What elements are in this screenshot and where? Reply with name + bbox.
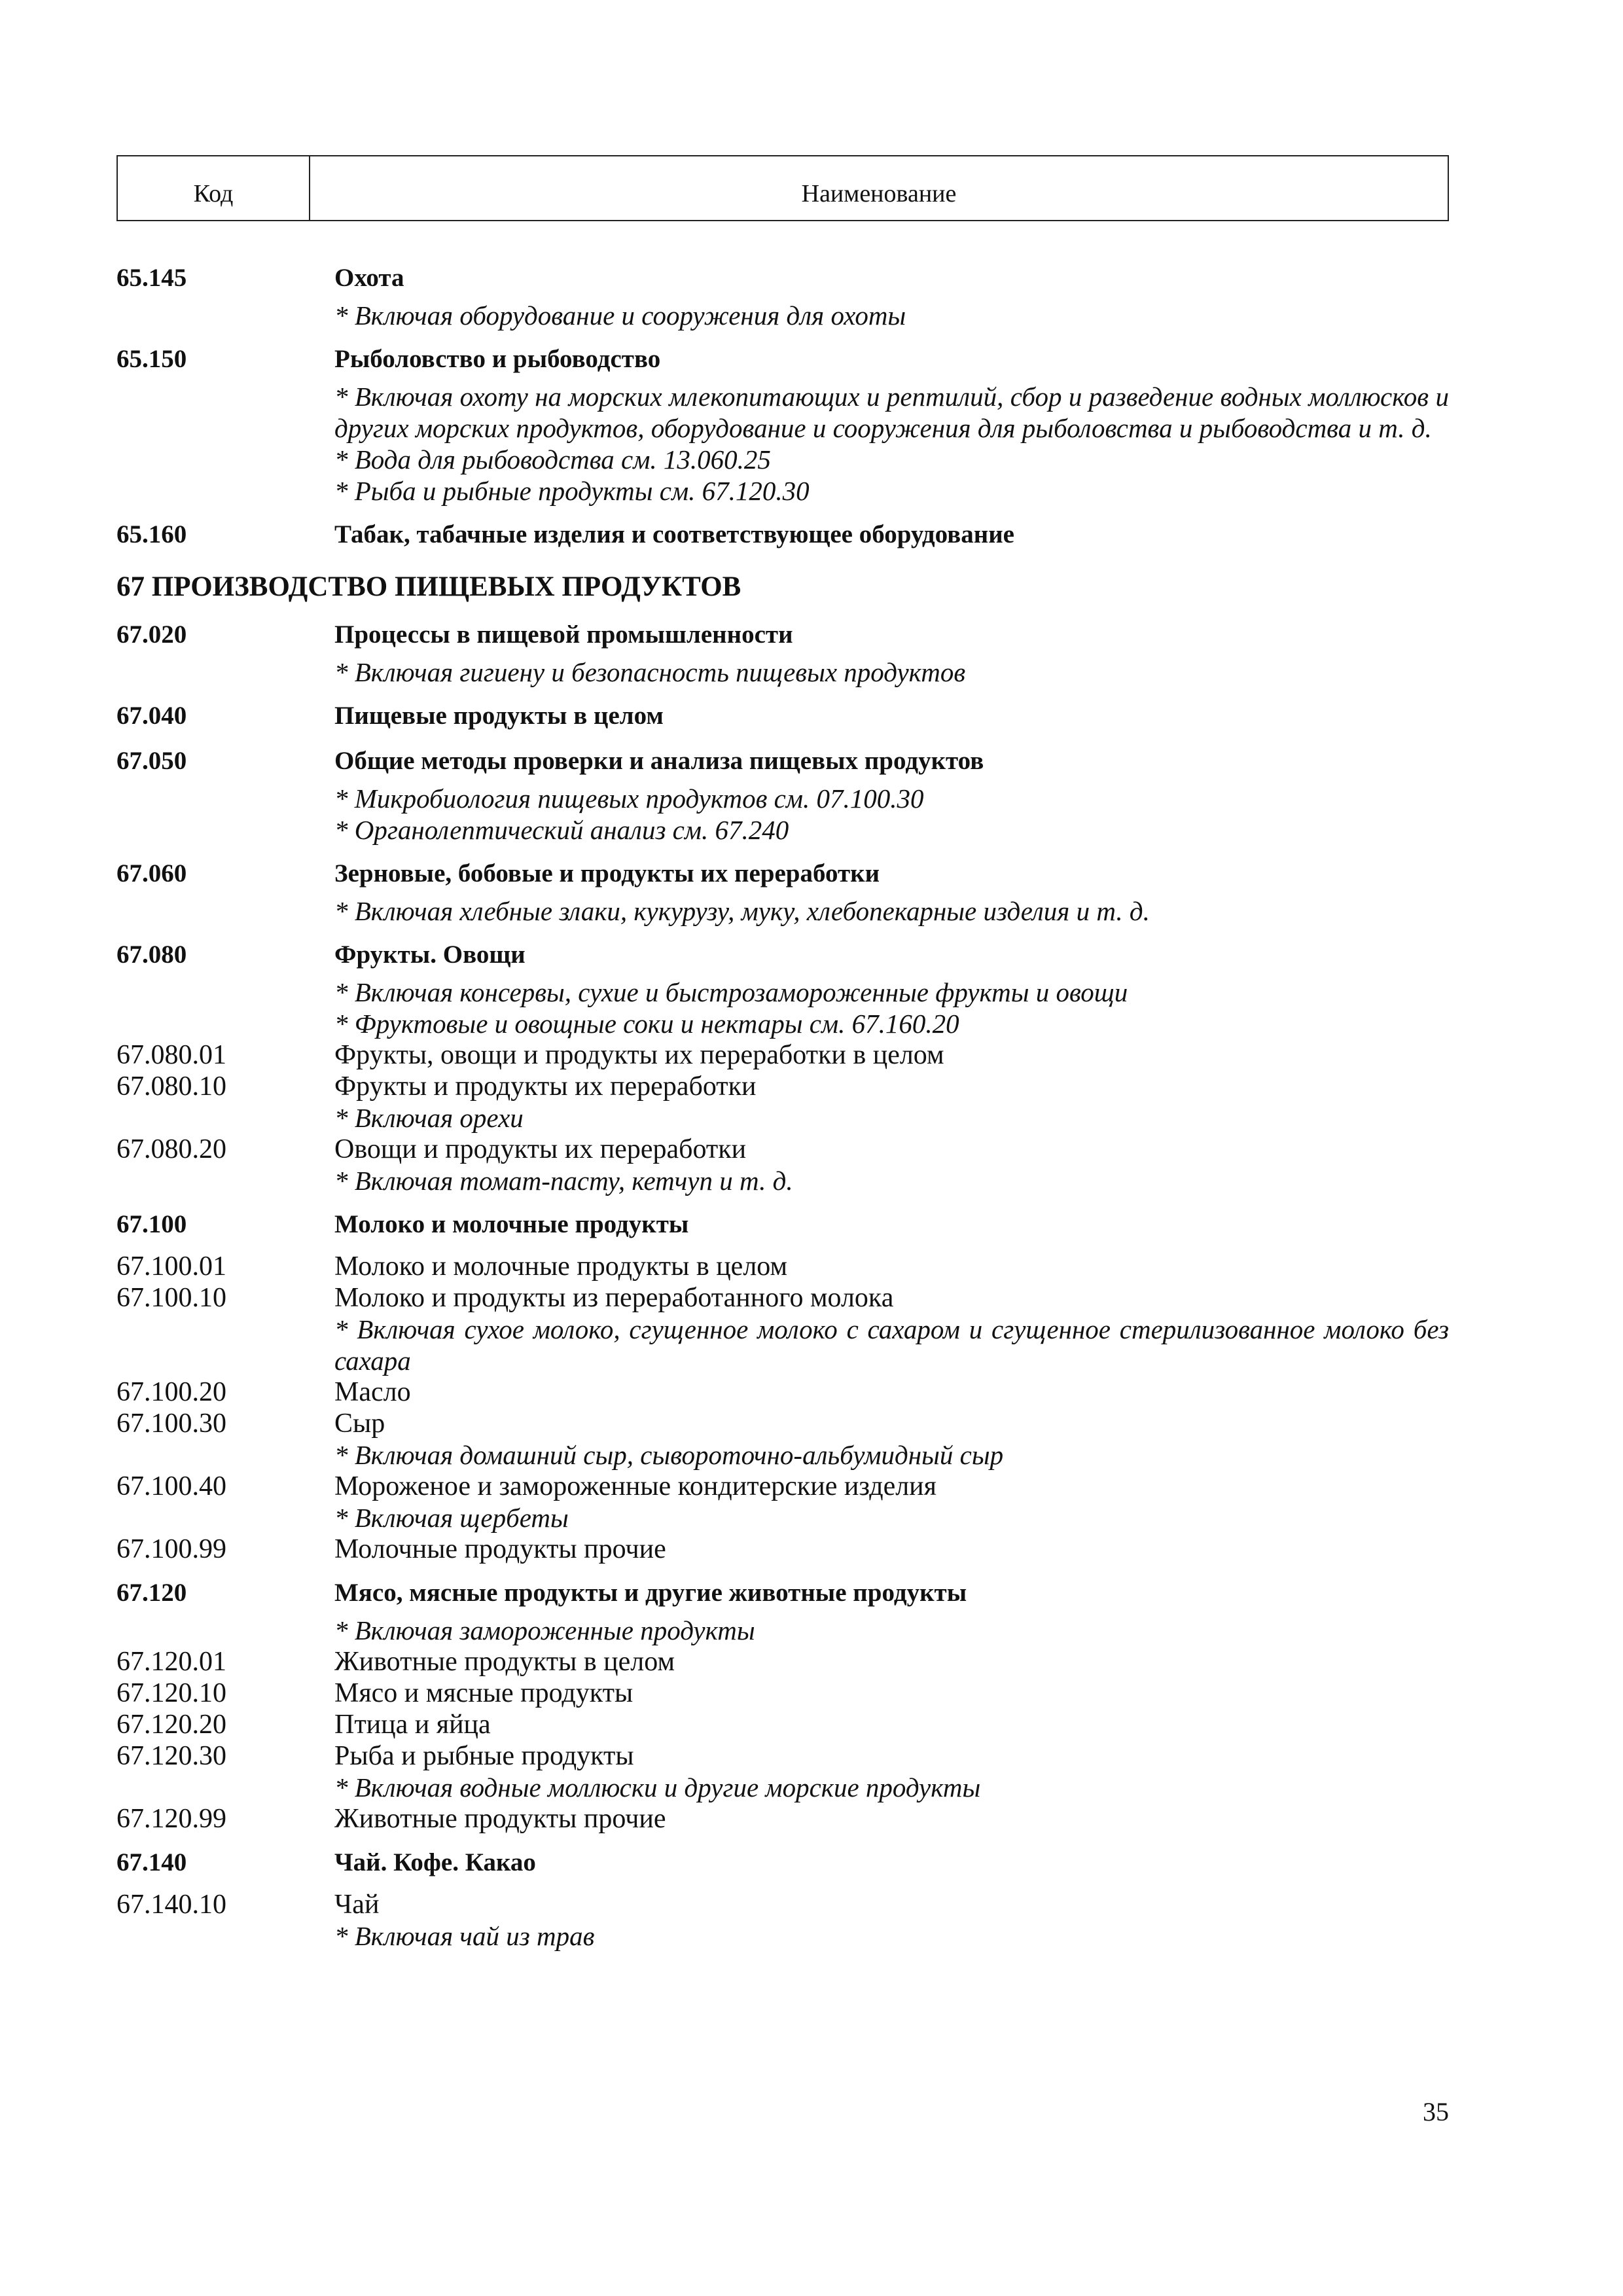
note-row	[116, 895, 1449, 927]
code-cell: 67.100.20	[116, 1377, 226, 1407]
code-cell	[116, 895, 334, 927]
group-heading-row	[116, 857, 1449, 891]
code-cell	[116, 381, 334, 444]
note-row	[116, 444, 1449, 475]
code-cell: 67.100.99	[116, 1534, 226, 1564]
note-text: * Включая консервы, сухие и быстрозамороженные фрукты и овощи	[334, 977, 1128, 1007]
subgroup-row	[116, 1646, 1449, 1677]
note-row	[116, 1165, 1449, 1196]
code-cell	[116, 1008, 334, 1039]
note-text: * Вода для рыбоводства см. 13.060.25	[334, 444, 771, 475]
note-row	[116, 1615, 1449, 1646]
name-cell: Мясо и мясные продукты	[334, 1678, 633, 1708]
name-cell: Общие методы проверки и анализа пищевых продуктов	[334, 747, 984, 775]
name-cell: Молоко и молочные продукты в целом	[334, 1251, 788, 1282]
page-number: 35	[1423, 2097, 1449, 2126]
note-row	[116, 1008, 1449, 1039]
code-cell	[116, 814, 334, 846]
name-cell: Сыр	[334, 1408, 385, 1439]
code-cell: 67.100.10	[116, 1283, 226, 1313]
name-cell: Охота	[334, 264, 404, 292]
name-cell: Фрукты и продукты их переработки	[334, 1071, 757, 1102]
name-cell: Мороженое и замороженные кондитерские изделия	[334, 1471, 936, 1501]
code-cell	[116, 1102, 334, 1134]
subgroup-row	[116, 1471, 1449, 1502]
code-cell: 67.100.01	[116, 1251, 226, 1282]
code-cell	[116, 444, 334, 475]
subgroup-row	[116, 1071, 1449, 1102]
note-row	[116, 300, 1449, 331]
note-text: * Включая орехи	[334, 1103, 524, 1133]
name-cell: Чай	[334, 1890, 380, 1920]
code-cell: 67.140	[116, 1848, 187, 1876]
header-code-label: Код	[118, 156, 310, 220]
code-cell	[116, 300, 334, 331]
subgroup-row	[116, 1803, 1449, 1835]
name-cell: Пищевые продукты в целом	[334, 702, 664, 730]
name-cell: Масло	[334, 1377, 411, 1407]
name-cell: Животные продукты прочие	[334, 1804, 666, 1834]
note-text: * Органолептический анализ см. 67.240	[334, 815, 789, 845]
name-cell: Молоко и продукты из переработанного молока	[334, 1283, 894, 1313]
note-row	[116, 1314, 1449, 1376]
subgroup-row	[116, 1039, 1449, 1071]
note-text: * Включая хлебные злаки, кукурузу, муку, хлебопекарные изделия и т. д.	[334, 896, 1150, 926]
note-row	[116, 1920, 1449, 1952]
name-cell: Фрукты. Овощи	[334, 941, 526, 969]
group-heading-row	[116, 618, 1449, 652]
code-cell: 67.100	[116, 1210, 187, 1238]
note-row	[116, 814, 1449, 846]
section-heading: 67 ПРОИЗВОДСТВО ПИЩЕВЫХ ПРОДУКТОВ	[116, 571, 741, 602]
code-cell	[116, 475, 334, 507]
code-cell: 67.080.20	[116, 1134, 226, 1164]
code-cell: 67.120	[116, 1579, 187, 1607]
name-cell: Табак, табачные изделия и соответствующее оборудование	[334, 520, 1014, 548]
note-text: * Включая оборудование и сооружения для охоты	[334, 300, 906, 331]
code-cell: 67.120.20	[116, 1710, 226, 1740]
code-cell: 65.160	[116, 520, 187, 548]
code-cell: 67.120.01	[116, 1647, 226, 1677]
code-cell: 67.120.30	[116, 1741, 226, 1771]
note-row	[116, 977, 1449, 1008]
subgroup-row	[116, 1677, 1449, 1709]
note-text: * Включая щербеты	[334, 1503, 569, 1533]
code-cell	[116, 656, 334, 688]
group-heading-row	[116, 699, 1449, 733]
group-heading-row	[116, 342, 1449, 376]
note-text: * Включая замороженные продукты	[334, 1615, 755, 1645]
classification-list	[116, 250, 1449, 1952]
code-cell: 65.150	[116, 345, 187, 373]
note-text: * Микробиология пищевых продуктов см. 07.100.30	[334, 783, 924, 814]
code-cell	[116, 1502, 334, 1534]
code-cell: 67.080	[116, 941, 187, 969]
name-cell: Рыболовство и рыбоводство	[334, 345, 661, 373]
name-cell: Фрукты, овощи и продукты их переработки в целом	[334, 1040, 944, 1070]
code-cell	[116, 1772, 334, 1803]
code-cell	[116, 1314, 334, 1376]
name-cell: Процессы в пищевой промышленности	[334, 620, 793, 649]
subgroup-row	[116, 1376, 1449, 1408]
subgroup-row	[116, 1408, 1449, 1439]
note-text: * Включая сухое молоко, сгущенное молоко с сахаром и сгущенное стерилизованное молоко без сахара	[334, 1314, 1449, 1376]
code-cell	[116, 1615, 334, 1646]
code-cell: 67.100.40	[116, 1471, 226, 1501]
name-cell: Чай. Кофе. Какао	[334, 1848, 536, 1876]
note-row	[116, 475, 1449, 507]
code-cell	[116, 1920, 334, 1952]
note-row	[116, 1772, 1449, 1803]
code-cell: 67.020	[116, 620, 187, 649]
subgroup-row	[116, 1889, 1449, 1920]
note-row	[116, 1439, 1449, 1471]
note-text: * Рыба и рыбные продукты см. 67.120.30	[334, 476, 810, 506]
name-cell: Животные продукты в целом	[334, 1647, 675, 1677]
note-text: * Фруктовые и овощные соки и нектары см. 67.160.20	[334, 1009, 959, 1039]
note-row	[116, 656, 1449, 688]
code-cell	[116, 783, 334, 814]
code-cell: 67.140.10	[116, 1890, 226, 1920]
subgroup-row	[116, 1740, 1449, 1772]
note-text: * Включая чай из трав	[334, 1921, 595, 1951]
code-cell	[116, 1439, 334, 1471]
name-cell: Молоко и молочные продукты	[334, 1210, 689, 1238]
note-row	[116, 1102, 1449, 1134]
group-heading-row	[116, 261, 1449, 295]
code-cell: 67.120.99	[116, 1804, 226, 1834]
note-row	[116, 381, 1449, 444]
code-cell: 65.145	[116, 264, 187, 292]
table-header	[116, 155, 1449, 221]
code-cell: 67.050	[116, 747, 187, 775]
name-cell: Овощи и продукты их переработки	[334, 1134, 747, 1164]
code-cell: 67.060	[116, 859, 187, 888]
name-cell: Мясо, мясные продукты и другие животные продукты	[334, 1579, 967, 1607]
name-cell: Птица и яйца	[334, 1710, 491, 1740]
group-heading-row	[116, 1208, 1449, 1242]
note-text: * Включая домашний сыр, сывороточно-альбумидный сыр	[334, 1440, 1004, 1470]
subgroup-row	[116, 1282, 1449, 1314]
note-text: * Включая гигиену и безопасность пищевых продуктов	[334, 657, 966, 687]
code-cell: 67.040	[116, 702, 187, 730]
note-row	[116, 783, 1449, 814]
code-cell	[116, 1165, 334, 1196]
subgroup-row	[116, 1709, 1449, 1740]
code-cell: 67.080.01	[116, 1040, 226, 1070]
note-text: * Включая водные моллюски и другие морские продукты	[334, 1772, 981, 1803]
code-cell: 67.100.30	[116, 1408, 226, 1439]
code-cell: 67.120.10	[116, 1678, 226, 1708]
name-cell: Молочные продукты прочие	[334, 1534, 666, 1564]
note-text: * Включая томат-пасту, кетчуп и т. д.	[334, 1166, 793, 1196]
name-cell: Рыба и рыбные продукты	[334, 1741, 634, 1771]
name-cell: Зерновые, бобовые и продукты их переработки	[334, 859, 880, 888]
group-heading-row	[116, 1846, 1449, 1880]
subgroup-row	[116, 1534, 1449, 1565]
group-heading-row	[116, 938, 1449, 972]
header-name-label: Наименование	[801, 179, 957, 207]
subgroup-row	[116, 1251, 1449, 1282]
code-cell	[116, 977, 334, 1008]
note-row	[116, 1502, 1449, 1534]
note-text: * Включая охоту на морских млекопитающих и рептилий, сбор и разведение водных моллюсков и других морских продуктов, оборудование и сооружения для рыболовства и рыбоводства и т. д.	[334, 382, 1449, 443]
group-heading-row	[116, 1576, 1449, 1610]
group-heading-row	[116, 518, 1449, 552]
code-cell: 67.080.10	[116, 1071, 226, 1102]
group-heading-row	[116, 744, 1449, 778]
subgroup-row	[116, 1134, 1449, 1165]
